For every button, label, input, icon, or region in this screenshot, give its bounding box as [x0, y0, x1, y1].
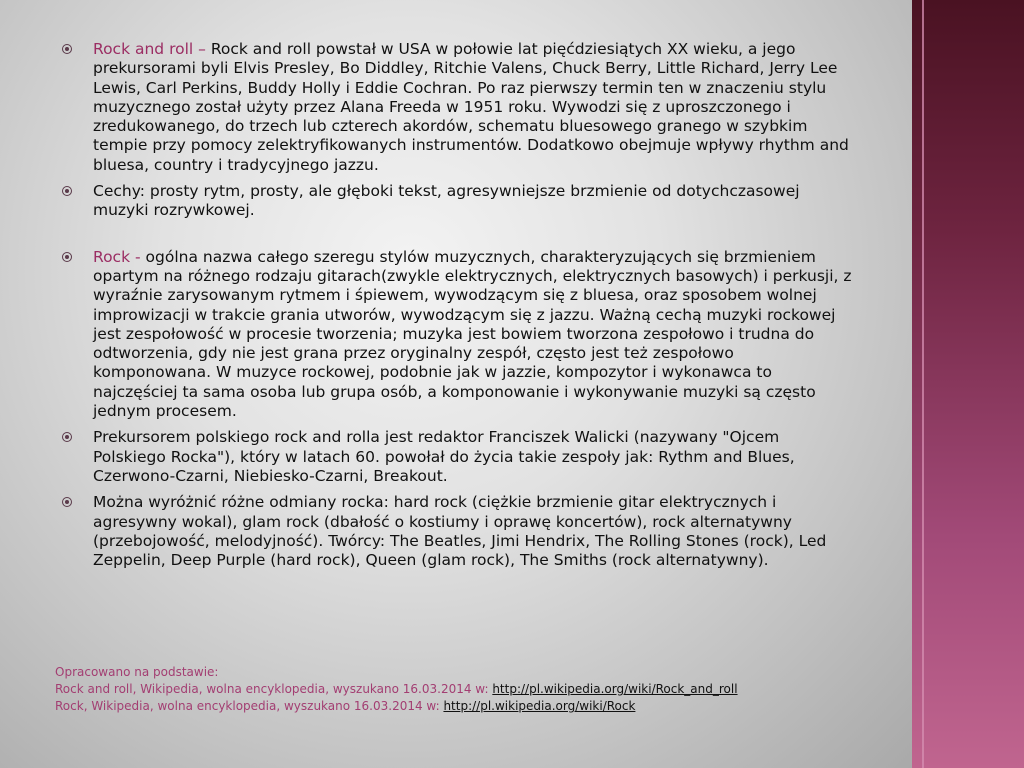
bullet-rock-varieties [62, 493, 852, 570]
sources-section [55, 664, 895, 715]
term-rock: Rock [93, 247, 131, 266]
slide-content [62, 40, 852, 577]
bullet-circle-icon [62, 44, 72, 54]
bullet-circle-icon [62, 186, 72, 196]
term-separator: - [130, 247, 146, 266]
source-line-rock [55, 698, 895, 715]
bullet-text: Cechy: prosty rytm, prosty, ale głęboki tekst, agresywniejsze brzmienie od dotychczasowej muzyki rozrywkowej. [93, 182, 800, 220]
term-rock-and-roll: Rock and roll [93, 40, 194, 58]
bullet-circle-icon [62, 432, 72, 442]
decorative-sidebar-line [922, 0, 924, 768]
bullet-list [62, 40, 852, 570]
source-line-rock-and-roll [55, 681, 895, 698]
source-citation: Rock, Wikipedia, wolna encyklopedia, wyszukano 16.03.2014 w: [55, 699, 444, 713]
bullet-rock [62, 248, 852, 422]
bullet-circle-icon [62, 252, 72, 262]
bullet-rock-and-roll [62, 40, 852, 175]
bullet-text: Rock and roll powstał w USA w połowie lat pięćdziesiątych XX wieku, a jego prekursorami byli Elvis Presley, Bo Diddley, Ritchie Valens, Chuck Berry, Little Richard, Jerry Lee Lewis, Carl Perkins, Buddy Holly i Eddie Cochran. Po raz pierwszy termin ten w znaczeniu stylu muzycznego został użyty przez Alana Freeda w 1951 roku. Wywodzi się z uproszczonego i zredukowanego, do trzech lub czterech akordów, schematu bluesowego granego w szybkim tempie przy pomocy zelektryfikowanych instrumentów. Dodatkowo obejmuje wpływy rhythm and bluesa, country i tradycyjnego jazzu. [93, 40, 849, 174]
decorative-sidebar [912, 0, 1024, 768]
term-separator: – [193, 40, 211, 58]
bullet-text: Prekursorem polskiego rock and rolla jest redaktor Franciszek Walicki (nazywany "Ojcem Polskiego Rocka"), który w latach 60. powołał do życia takie zespoły jak: Rythm and Blues, Czerwono-Czarni, Niebiesko-Czarni, Breakout. [93, 428, 795, 485]
source-link-rock-and-roll[interactable]: http://pl.wikipedia.org/wiki/Rock_and_roll [492, 682, 738, 696]
bullet-circle-icon [62, 497, 72, 507]
bullet-polish-rock [62, 428, 852, 486]
bullet-cechy [62, 182, 852, 221]
sources-heading: Opracowano na podstawie: [55, 665, 219, 679]
source-link-rock[interactable]: http://pl.wikipedia.org/wiki/Rock [443, 699, 636, 713]
bullet-text: ogólna nazwa całego szeregu stylów muzycznych, charakteryzujących się brzmieniem opartym na różnego rodzaju gitarach(zwykle elektrycznych, elektrycznych basowych) i perkusji, z wyraźnie zarysowanym rytmem i śpiewem, wywodzącym się z bluesa, oraz sposobem wolnej improwizacji w trakcie grania utworów, wywodzącym się z jazzu. Ważną cechą muzyki rockowej jest zespołowość w procesie tworzenia; muzyka jest bowiem tworzona zespołowo i trudna do odtworzenia, gdy nie jest grana przez oryginalny zespół, często jest też zespołowo komponowana. W muzyce rockowej, podobnie jak w jazzie, kompozytor i wykonawca to najczęściej ta sama osoba lub grupa osób, a komponowanie i wykonywanie muzyki są często jednym procesem. [93, 247, 852, 421]
bullet-text: Można wyróżnić różne odmiany rocka: hard rock (ciężkie brzmienie gitar elektrycznych i agresywny wokal), glam rock (dbałość o kostiumy i oprawę koncertów), rock alternatywny (przebojowość, melodyjność). Twórcy: The Beatles, Jimi Hendrix, The Rolling Stones (rock), Led Zeppelin, Deep Purple (hard rock), Queen (glam rock), The Smiths (rock alternatywny). [93, 493, 827, 570]
source-citation: Rock and roll, Wikipedia, wolna encyklopedia, wyszukano 16.03.2014 w: [55, 682, 493, 696]
